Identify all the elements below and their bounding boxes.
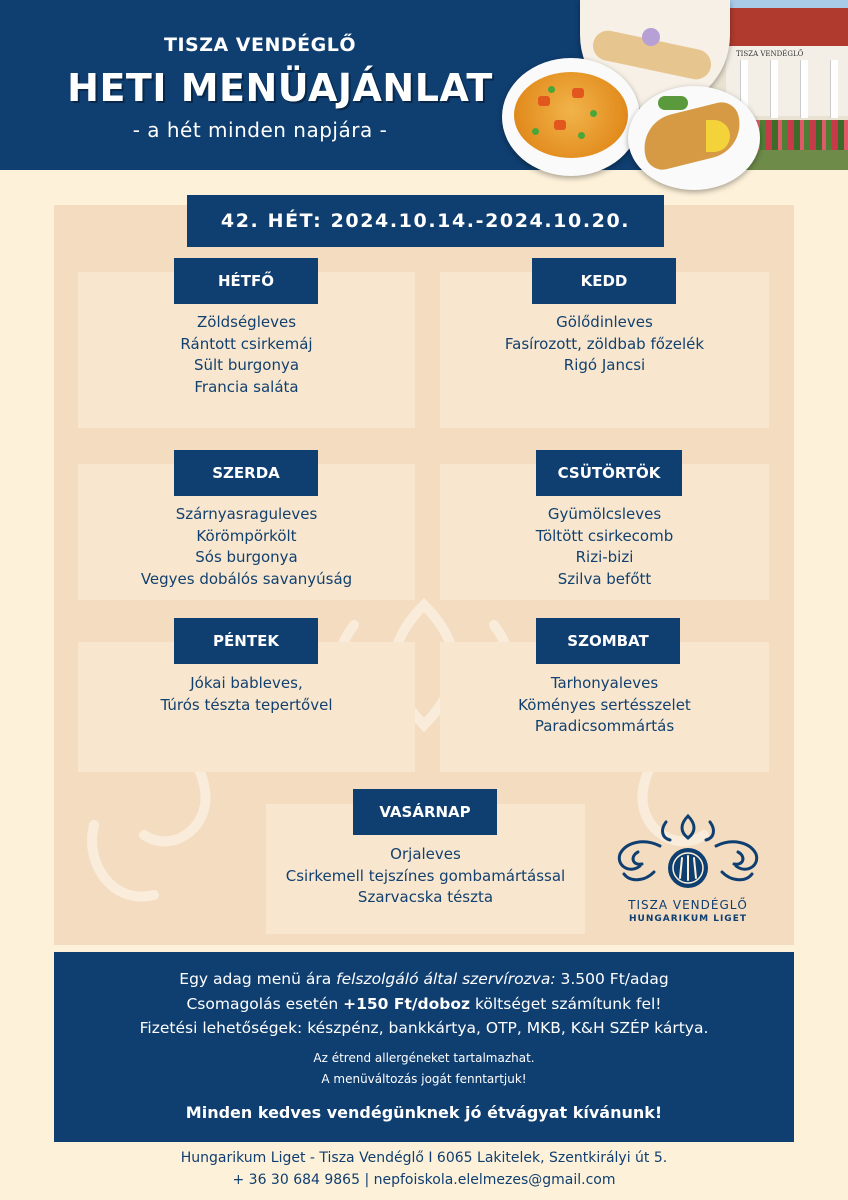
dish-item: Fasírozott, zöldbab főzelék [504, 334, 705, 353]
dish-item: Paradicsommártás [534, 717, 675, 735]
packaging-line [54, 995, 794, 1013]
logo-emblem-icon [608, 812, 768, 896]
dish-item: Rántott csirkemáj [180, 334, 313, 353]
dish-item: Sült burgonya [193, 356, 300, 374]
dish-item: Orjaleves [390, 845, 461, 863]
day-label-monday: HÉTFŐ [174, 258, 318, 304]
dish-list-monday [78, 312, 415, 398]
dish-item: Rigó Jancsi [563, 356, 646, 374]
dish-list-wednesday [78, 504, 415, 590]
day-label-friday: PÉNTEK [174, 618, 318, 664]
info-band [54, 952, 794, 1142]
dish-list-tuesday [440, 312, 769, 377]
price-line [54, 970, 794, 988]
dish-item: Rizi-bizi [575, 548, 634, 566]
dish-list-friday [78, 673, 415, 716]
packaging-text-3: költséget számítunk fel! [470, 995, 662, 1013]
dish-item: Zöldségleves [196, 313, 297, 331]
dish-item: Tarhonyaleves [550, 674, 659, 692]
restaurant-logo [608, 812, 768, 932]
dish-item: Jókai bableves, [190, 674, 303, 692]
price-amount: 3.500 Ft/adag [555, 970, 669, 988]
week-date-range: 42. HÉT: 2024.10.14.-2024.10.20. [187, 195, 664, 247]
dish-item: Túrós tészta tepertővel [160, 695, 333, 714]
building-sign: TISZA VENDÉGLŐ [736, 50, 804, 58]
page-title: HETI MENÜAJÁNLAT [67, 66, 493, 110]
dish-item: Töltött csirkecomb [535, 526, 674, 545]
dish-item: Szarvacska tészta [357, 888, 494, 906]
dish-item: Csirkemell tejszínes gombamártással [285, 866, 566, 885]
dish-list-saturday [440, 673, 769, 738]
logo-subtitle: HUNGARIKUM LIGET [629, 914, 747, 924]
day-label-wednesday: SZERDA [174, 450, 318, 496]
page-subtitle: - a hét minden napjára - [132, 118, 388, 142]
dish-item: Gyümölcsleves [547, 505, 662, 523]
dish-item: Szilva befőtt [557, 569, 652, 588]
address-line: Hungarikum Liget - Tisza Vendéglő I 6065 Lakitelek, Szentkirályi út 5. [180, 1150, 668, 1166]
payment-methods: Fizetési lehetőségek: készpénz, bankkártya, OTP, MKB, K&H SZÉP kártya. [139, 1019, 709, 1037]
price-service-note: felszolgáló által szervírozva: [336, 970, 556, 988]
fish-dish-photo [628, 86, 760, 190]
menu-change-notice: A menüváltozás jogát fenntartjuk! [321, 1072, 527, 1086]
restaurant-name: TISZA VENDÉGLŐ [164, 34, 356, 56]
dish-item: Szárnyasraguleves [175, 505, 318, 523]
packaging-text-2: esetén [280, 995, 344, 1013]
dish-item: Sós burgonya [195, 548, 298, 566]
price-text: Egy adag menü ára [179, 970, 337, 988]
allergen-notice: Az étrend allergéneket tartalmazhat. [313, 1051, 535, 1065]
dish-list-thursday [440, 504, 769, 590]
packaging-fee: +150 Ft/doboz [343, 995, 471, 1013]
logo-name: TISZA VENDÉGLŐ [628, 898, 748, 912]
soup-dish-photo [502, 58, 640, 176]
day-label-saturday: SZOMBAT [536, 618, 680, 664]
dish-item: Gölődinleves [556, 313, 653, 331]
day-label-tuesday: KEDD [532, 258, 676, 304]
day-label-sunday: VASÁRNAP [353, 789, 497, 835]
dish-list-sunday [266, 844, 585, 909]
dish-item: Vegyes dobálós savanyúság [140, 569, 353, 588]
dish-item: Köményes sertésszelet [518, 695, 691, 714]
dish-item: Francia saláta [194, 377, 299, 396]
contact-line: + 36 30 684 9865 | nepfoiskola.elelmezes@gmail.com [232, 1172, 616, 1188]
day-label-thursday: CSÜTÖRTÖK [536, 450, 682, 496]
closing-wish: Minden kedves vendégünknek jó étvágyat kívánunk! [185, 1103, 663, 1122]
packaging-text: Csomagolás [186, 995, 281, 1013]
dish-item: Körömpörkölt [196, 526, 297, 545]
